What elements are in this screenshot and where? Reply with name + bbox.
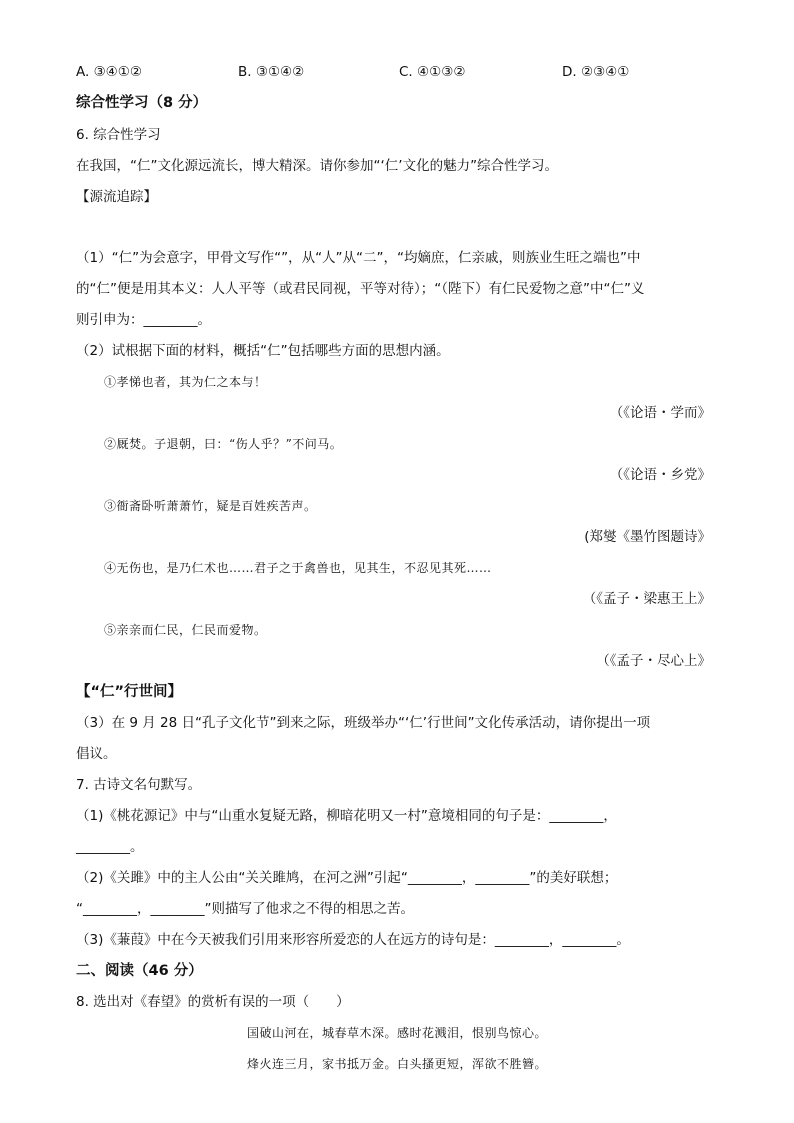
material-5-text: ⑤亲亲而仁民，仁民而爱物。 xyxy=(104,623,267,637)
q6-part3-line2: 倡议。 xyxy=(76,746,117,762)
material-4-text: ④无伤也，是乃仁术也……君子之于禽兽也，见其生，不忍见其死…… xyxy=(104,561,492,575)
material-3-source: (郑燮《墨竹图题诗》 xyxy=(584,529,711,545)
material-3-text: ③衙斋卧听萧萧竹，疑是百姓疾苦声。 xyxy=(104,499,317,513)
question-6-intro: 在我国，“仁”文化源远流长，博大精深。请你参加“‘仁’文化的魅力”综合性学习。 xyxy=(76,158,559,174)
subheading-practice: 【“仁”行世间】 xyxy=(76,684,183,700)
material-5-source: （《孟子・尽心上》 xyxy=(596,653,711,669)
q7-line3: （2)《关雎》中的主人公由“关关雎鸠，在河之洲”引起“________，________”的美好联想； xyxy=(76,870,618,886)
q6-part2: （2）试根据下面的材料，概括“仁”包括哪些方面的思想内涵。 xyxy=(76,343,450,359)
q6-part1-line1: （1）“仁”为会意字，甲骨文写作“”，从“人”从“二”，“均嫡庶，仁亲戚，则族业生旺之端也”中 xyxy=(76,250,641,266)
poem-line-2: 烽火连三月，家书抵万金。白头搔更短，浑欲不胜簪。 xyxy=(246,1057,547,1071)
question-8-title: 8. 选出对《春望》的赏析有误的一项（ ） xyxy=(76,994,350,1010)
material-2-text: ②厩焚。子退朝，曰：“伤人乎？”不问马。 xyxy=(104,437,343,451)
option-a: A. ③④①② xyxy=(76,64,142,80)
q7-line4: “________，________”则描写了他求之不得的相思之苦。 xyxy=(76,901,414,917)
q6-part1-line2: 的“仁”便是用其本义：人人平等（或君民同视，平等对待）；“（陛下）有仁民爱物之意”中“仁”义 xyxy=(76,281,645,297)
material-1-source: （《论语・学而》 xyxy=(609,405,711,421)
q6-part3-line1: （3）在 9 月 28 日“孔子文化节”到来之际，班级举办“‘仁’行世间”文化传承活动，请你提出一项 xyxy=(76,715,651,731)
material-2-source: （《论语・乡党》 xyxy=(609,467,711,483)
section-heading-reading: 二、阅读（46 分） xyxy=(76,963,203,979)
q7-line5: （3)《蒹葭》中在今天被我们引用来形容所爱恋的人在远方的诗句是：________，________。 xyxy=(76,932,630,948)
material-4-source: （《孟子・梁惠王上》 xyxy=(582,591,711,607)
material-1-text: ①孝悌也者，其为仁之本与！ xyxy=(104,375,267,389)
question-7-title: 7. 古诗文名句默写。 xyxy=(76,777,202,793)
q7-line1: （1)《桃花源记》中与“山重水复疑无路，柳暗花明又一村”意境相同的句子是：________， xyxy=(76,808,617,824)
q6-part1-line3: 则引申为：________。 xyxy=(76,312,211,328)
poem-line-1: 国破山河在，城春草木深。感时花溅泪，恨别鸟惊心。 xyxy=(246,1026,547,1040)
question-6-title: 6. 综合性学习 xyxy=(76,127,161,143)
option-b: B. ③①④② xyxy=(238,64,305,80)
subheading-origin: 【源流追踪】 xyxy=(76,189,157,205)
q7-line2: ________。 xyxy=(76,839,144,855)
option-c: C. ④①③② xyxy=(399,64,466,80)
option-d: D. ②③④① xyxy=(562,64,630,80)
section-heading-comprehensive: 综合性学习（8 分） xyxy=(76,95,208,111)
